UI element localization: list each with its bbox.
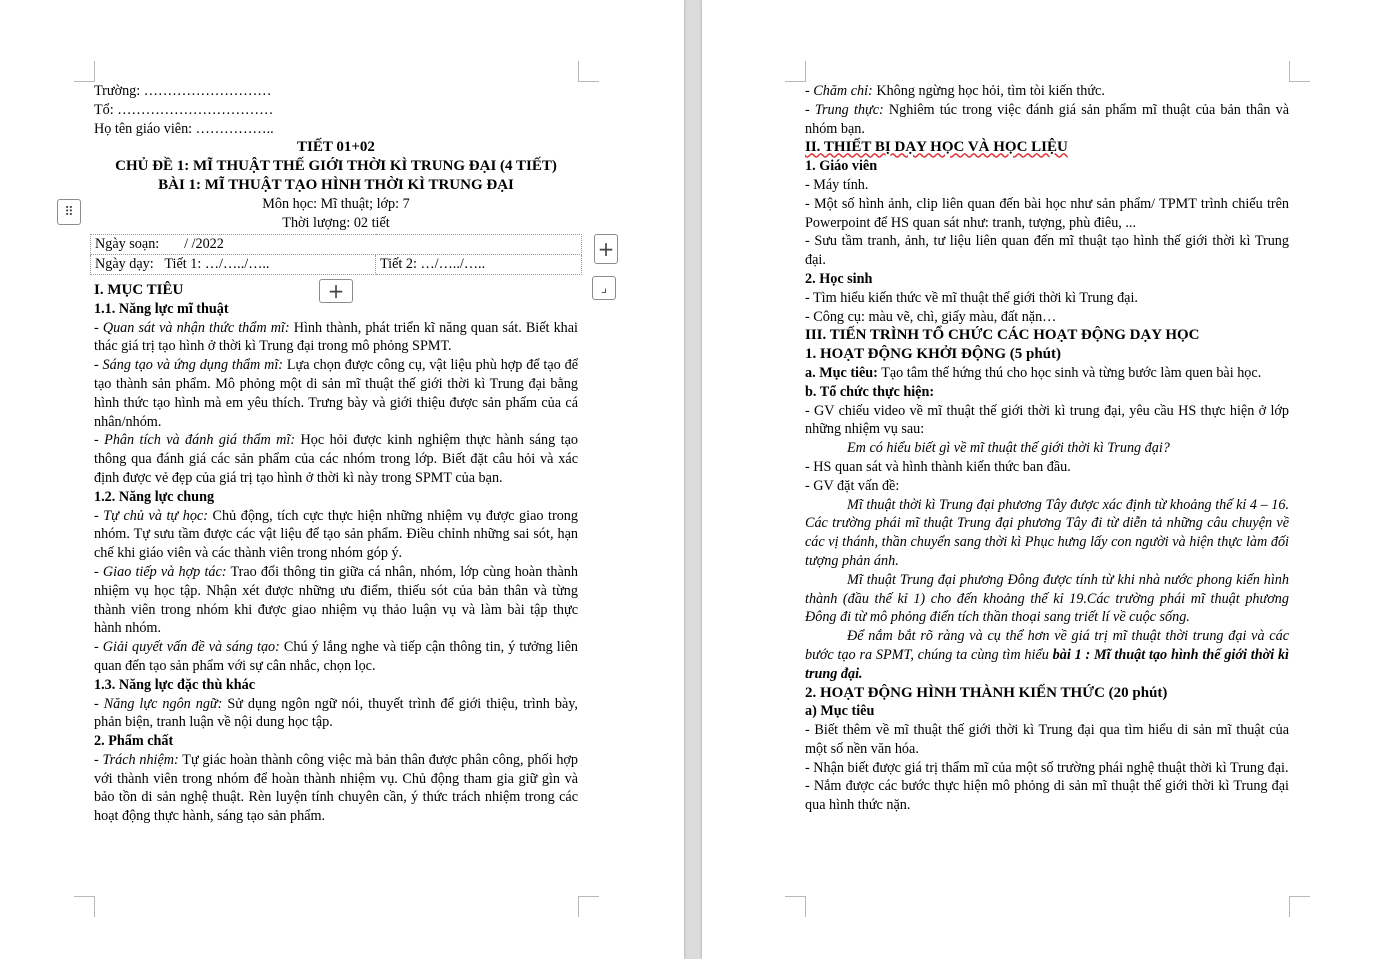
subsection-student: 2. Học sinh (805, 270, 873, 287)
school-line: Trường: ……………………… (94, 83, 272, 99)
paragraph: - Trung thực: Nghiêm túc trong việc đánh giá sản phẩm mĩ thuật của bản thân và nhóm bạn. (805, 101, 1289, 137)
activity-2-objective: a) Mục tiêu (805, 703, 875, 720)
paragraph: - Năng lực ngôn ngữ: Sử dụng ngôn ngữ nói, thuyết trình để giới thiệu, trình bày, phản biện, tranh luận về nội dung học tập. (94, 695, 578, 731)
page-2-body (805, 82, 1289, 815)
crop-mark (578, 61, 599, 82)
crop-mark (785, 896, 806, 917)
section-equipment: II. THIẾT BỊ DẠY HỌC VÀ HỌC LIỆU (805, 139, 1068, 156)
document-page-1 (0, 0, 684, 959)
paragraph: - Giao tiếp và hợp tác: Trao đổi thông tin giữa cá nhân, nhóm, lớp cùng hoàn thành nhiệm vụ học tập. Nhận xét được những ưu điểm, thiếu sót của bản thân và từng thành viên trong nhóm khi được giao nhiệm vụ thảo luận vụ và làm bài tập thực hành nhóm. (94, 563, 578, 637)
activity-2-title: 2. HOẠT ĐỘNG HÌNH THÀNH KIẾN THỨC (20 phút) (805, 684, 1168, 701)
paragraph: - Trách nhiệm: Tự giác hoàn thành công việc mà bản thân được phân công, phối hợp với thành viên trong nhóm để hoàn thành nhiệm vụ. Chủ động tham gia giữ gìn và bảo tồn di sản nghệ thuật. Rèn luyện tính chuyên cần, ý thức trách nhiệm trong các hoạt động thực hành, sáng tạo sản phẩm. (94, 751, 579, 825)
add-row-button[interactable]: + (319, 279, 353, 303)
section-objectives: I. MỤC TIÊU (94, 281, 184, 298)
paragraph: - Tự chủ và tự học: Chủ động, tích cực thực hiện những nhiệm vụ được giao trong nhóm. Tự sưu tầm được các vật liệu để tạo sản phẩm. Điều chỉnh những sai sót, hạn chế khi giáo viên và các thành viên trong nhóm góp ý. (94, 507, 578, 562)
activity-1-organize: b. Tổ chức thực hiện: (805, 383, 935, 400)
prep-date-cell[interactable]: Ngày soạn: / /2022 (91, 235, 582, 255)
table-move-handle-icon[interactable]: ⠿ (57, 199, 81, 225)
paragraph: Mĩ thuật thời kì Trung đại phương Tây được xác định từ khoảng thế kỉ 4 – 16. Các trường phái mĩ thuật Trung đại phương Tây đi từ diễn tả những câu chuyện về các vị thánh, thần chuyển sang thời kì Phục hưng lấy con người và hiện thực làm đối tượng phản ánh. (805, 496, 1289, 569)
page-1-body (94, 82, 578, 826)
paragraph: - Quan sát và nhận thức thẩm mĩ: Hình thành, phát triển kĩ năng quan sát. Biết khai thác giá trị tạo hình ở thời kì Trung đại trong mô phỏng SPMT. (94, 319, 579, 355)
paragraph: Để nắm bắt rõ ràng và cụ thể hơn về giá trị mĩ thuật thời trung đại và các bước tạo ra SPMT, chúng ta cùng tìm hiểu bài 1 : Mĩ thuật tạo hình thế giới thời kì trung đại. (805, 628, 1289, 682)
subsection-1-1: 1.1. Năng lực mĩ thuật (94, 300, 229, 317)
paragraph: - Giải quyết vấn đề và sáng tạo: Chú ý lắng nghe và tiếp cận thông tin, ý tưởng liên quan đến tạo sản phẩm với sự cân nhắc, chọn lọc. (94, 639, 579, 674)
paragraph: - Tìm hiểu kiến thức về mĩ thuật thế giới thời kì Trung đại. (805, 289, 1138, 306)
period2-cell[interactable]: Tiết 2: …/…../….. (376, 255, 582, 275)
teacher-line: Họ tên giáo viên: …………….. (94, 120, 274, 137)
paragraph: - Biết thêm về mĩ thuật thế giới thời kì Trung đại qua tìm hiểu di sản mĩ thuật của một số nền văn hóa. (805, 722, 1289, 757)
crop-mark (785, 61, 806, 82)
subsection-2: 2. Phẩm chất (94, 733, 174, 750)
duration-line: Thời lượng: 02 tiết (282, 214, 390, 231)
paragraph: - Nắm được các bước thực hiện mô phỏng di sản mĩ thuật thế giới thời kì Trung đại qua hình thức nặn. (805, 778, 1289, 814)
page-gap (684, 0, 702, 959)
table-resize-icon[interactable]: ⌟ (592, 276, 616, 300)
crop-mark (578, 896, 599, 917)
activity-1-title: 1. HOẠT ĐỘNG KHỞI ĐỘNG (5 phút) (805, 346, 1062, 363)
section-process: III. TIẾN TRÌNH TỔ CHỨC CÁC HOẠT ĐỘNG DẠY HỌC (805, 327, 1200, 344)
crop-mark (74, 61, 95, 82)
paragraph: - GV đặt vấn đề: (805, 477, 900, 494)
paragraph: - GV chiếu video về mĩ thuật thế giới thời kì trung đại, yêu cầu HS thực hiện ở lớp những nhiệm vụ sau: (805, 402, 1289, 438)
add-column-button[interactable]: + (594, 234, 618, 264)
paragraph: - Nhận biết được giá trị thẩm mĩ của một số trường phái nghệ thuật thời kì Trung đại. (805, 759, 1289, 776)
paragraph: - HS quan sát và hình thành kiến thức ban đầu. (805, 458, 1071, 475)
topic-title: CHỦ ĐỀ 1: MĨ THUẬT THẾ GIỚI THỜI KÌ TRUNG ĐẠI (4 TIẾT) (115, 158, 557, 175)
teach-date-cell[interactable]: Ngày dạy: Tiết 1: …/…../….. (91, 255, 376, 275)
paragraph: Mĩ thuật Trung đại phương Đông được tính từ khi nhà nước phong kiến hình thành (đầu thế kỉ 1) cho đến khoảng thế kỉ 19.Các trường phái mĩ thuật phương Đông đi từ mô phỏng điển tích thần thoại sang triết lí về cuộc sống. (805, 571, 1289, 626)
subsection-1-3: 1.3. Năng lực đặc thù khác (94, 676, 256, 693)
lesson-number: TIẾT 01+02 (297, 139, 375, 156)
paragraph: - Chăm chỉ: Không ngừng học hỏi, tìm tòi kiến thức. (805, 83, 1105, 99)
paragraph: - Máy tính. (805, 176, 869, 193)
group-line: Tổ: …………………………… (94, 101, 274, 118)
paragraph: - Sáng tạo và ứng dụng thẩm mĩ: Lựa chọn được công cụ, vật liệu phù hợp để tạo để tạo thành sản phẩm. Mô phỏng một di sản mĩ thuật thế giới thời kì Trung đại bằng hình thức tạo hình mà em yêu thích. Trưng bày và giới thiệu được sản phẩm của cá nhân/nhóm. (94, 357, 578, 430)
paragraph: - Một số hình ảnh, clip liên quan đến bài học như sản phẩm/ TPMT trình chiếu trên Powerpoint để HS quan sát như: tranh, tượng, phù điêu, ... (805, 195, 1289, 231)
paragraph: - Phân tích và đánh giá thẩm mĩ: Học hỏi được kinh nghiệm thực hành sáng tạo thông qua đánh giá các sản phẩm của các nhóm trong lớp. Biết đặt câu hỏi và xác định được vẻ đẹp của giá trị tạo hình ở thời kì này trong SPMT của bạn. (94, 432, 578, 486)
crop-mark (1289, 896, 1310, 917)
crop-mark (74, 896, 95, 917)
subsection-teacher: 1. Giáo viên (805, 158, 878, 175)
paragraph: a. Mục tiêu: Tạo tâm thế hứng thú cho học sinh và từng bước làm quen bài học. (805, 364, 1262, 381)
date-table[interactable] (90, 234, 582, 275)
question-line: Em có hiểu biết gì về mĩ thuật thế giới thời kì Trung đại? (847, 440, 1170, 457)
lesson-title: BÀI 1: MĨ THUẬT TẠO HÌNH THỜI KÌ TRUNG ĐẠI (158, 176, 514, 193)
paragraph: - Sưu tầm tranh, ảnh, tư liệu liên quan đến mĩ thuật tạo hình thế giới thời kì Trung đại. (805, 233, 1289, 269)
document-page-2 (702, 0, 1386, 959)
subject-line: Môn học: Mĩ thuật; lớp: 7 (262, 195, 410, 212)
subsection-1-2: 1.2. Năng lực chung (94, 488, 215, 505)
paragraph: - Công cụ: màu vẽ, chì, giấy màu, đất nặn… (805, 308, 1057, 325)
crop-mark (1289, 61, 1310, 82)
